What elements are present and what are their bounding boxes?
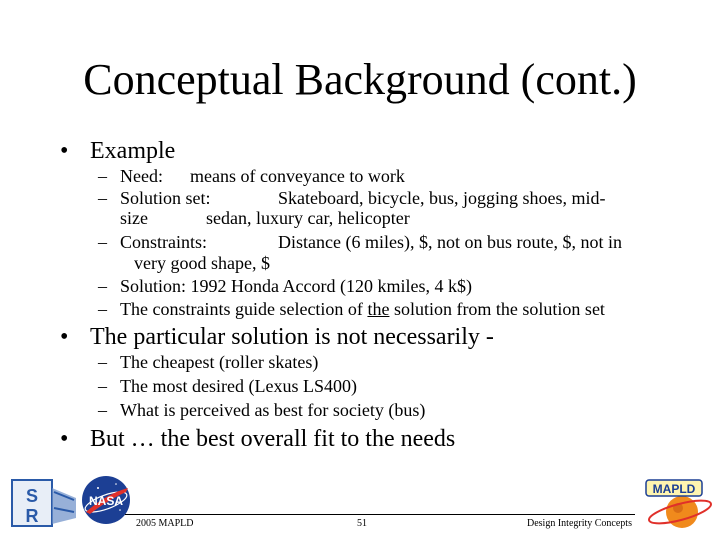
sub-item-solution-set: – Solution set: Skateboard, bicycle, bus, jogging shoes, mid- xyxy=(98,188,606,208)
bullet-example xyxy=(60,136,175,166)
mapld-logo xyxy=(630,474,716,534)
dash: – xyxy=(98,352,107,372)
bullet-text: But … the best overall fit to the needs xyxy=(90,426,456,452)
dash: – xyxy=(98,166,107,186)
snr-logo-letters-bottom: R xyxy=(25,506,39,526)
sub-item-cheapest: – The cheapest (roller skates) xyxy=(98,352,319,372)
sub-item-most-desired: – The most desired (Lexus LS400) xyxy=(98,376,357,396)
svg-text:MAPLD: MAPLD xyxy=(652,482,696,496)
snr-logo xyxy=(10,478,78,528)
sub-item-guide: – The constraints guide selection of the solution from the solution set xyxy=(98,299,605,319)
nasa-logo xyxy=(80,474,132,526)
dash: – xyxy=(98,232,107,252)
sub-item-need: – Need: means of conveyance to work xyxy=(98,166,405,186)
sub-item-constraints: – Constraints: Distance (6 miles), $, not on bus route, $, not in xyxy=(98,232,622,252)
footer-right: Design Integrity Concepts xyxy=(527,518,632,529)
bullet-text: Example xyxy=(90,138,176,164)
bullet-mark: • xyxy=(60,324,69,350)
bullet-mark: • xyxy=(60,426,69,452)
sub-item-society: – What is perceived as best for society (bus) xyxy=(98,400,426,420)
snr-logo-letters-top: S xyxy=(25,486,39,506)
sub-item-constraints-cont: very good shape, $ xyxy=(134,253,270,273)
slide-title: Conceptual Background (cont.) xyxy=(83,55,637,104)
bullet-text: The particular solution is not necessarily - xyxy=(90,324,494,350)
bullet-mark: • xyxy=(60,138,69,164)
bullet-best-fit xyxy=(60,424,455,454)
dash: – xyxy=(98,400,107,420)
dash: – xyxy=(98,188,107,208)
footer-divider xyxy=(125,514,635,515)
footer-page-number: 51 xyxy=(357,518,367,529)
dash: – xyxy=(98,299,107,319)
footer-left: 2005 MAPLD xyxy=(136,518,194,529)
sub-item-solution-set-cont: size sedan, luxury car, helicopter xyxy=(120,208,410,228)
sub-item-solution: – Solution: 1992 Honda Accord (120 kmiles, 4 k$) xyxy=(98,276,472,296)
dash: – xyxy=(98,376,107,396)
bullet-not-necessarily xyxy=(60,322,494,352)
svg-text:NASA: NASA xyxy=(88,494,124,508)
dash: – xyxy=(98,276,107,296)
